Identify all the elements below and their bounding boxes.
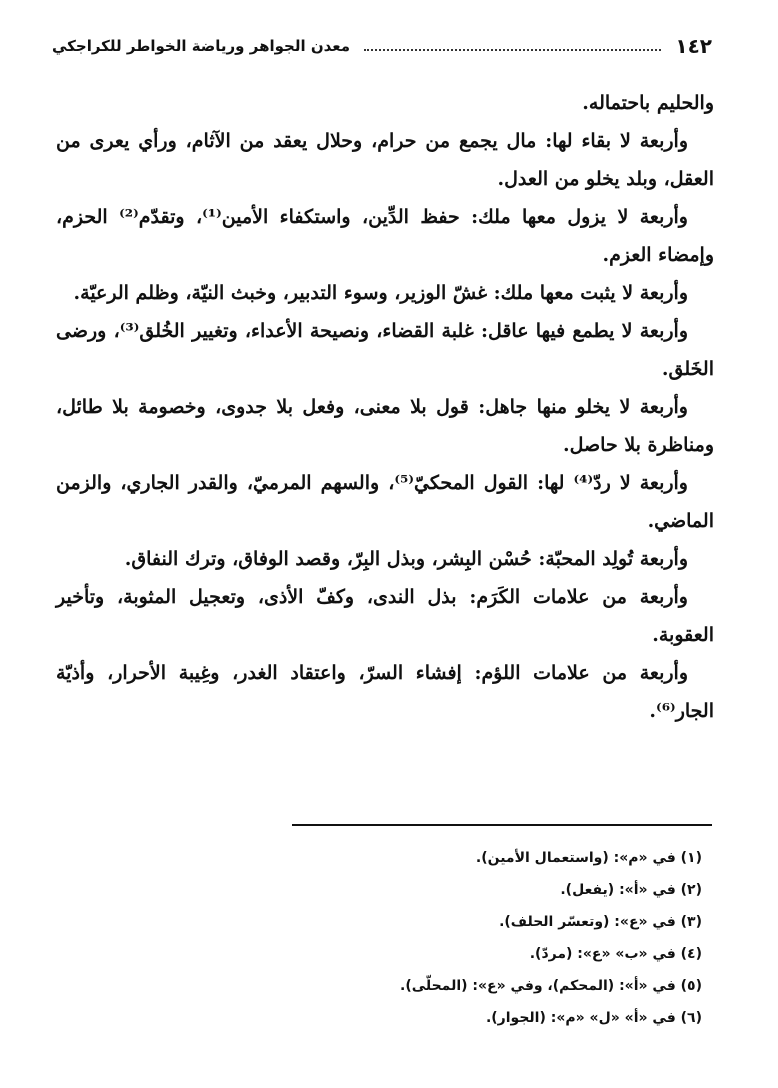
paragraph: وأربعة لا يطمع فيها عاقل: غلبة القضاء، ونصيحة الأعداء، وتغيير الخُلق⁽³⁾، ورضى الخَلق. [56, 320, 714, 380]
paragraph: وأربعة لا يخلو منها جاهل: قول بلا معنى، وفعل بلا جدوى، وخصومة بلا طائل، ومناظرة بلا حاصل. [56, 396, 714, 456]
footnote: (٥) في «أ»: (المحكم)، وفي «ع»: (المحلّى). [400, 978, 702, 994]
footnote: (١) في «م»: (واستعمال الأمين). [475, 850, 702, 866]
paragraph: وأربعة لا يزول معها ملك: حفظ الدِّين، واستكفاء الأمين⁽¹⁾، وتقدّم⁽²⁾ الحزم، وإمضاء العزم. [56, 206, 714, 266]
main-text [56, 84, 714, 730]
paragraph: وأربعة لا ردّ⁽⁴⁾ لها: القول المحكيّ⁽⁵⁾، والسهم المرميّ، والقدر الجاري، والزمن الماضي. [56, 472, 714, 532]
running-title: معدن الجواهر ورياضة الخواطر للكراجكي [52, 37, 351, 55]
footnote: (٢) في «أ»: (يفعل). [560, 882, 702, 898]
paragraph: وأربعة من علامات اللؤم: إفشاء السرّ، واعتقاد الغدر، وغِيبة الأحرار، وأذيّة الجار⁽⁶⁾. [56, 662, 714, 722]
footnote: (٣) في «ع»: (وتعسّر الحلف). [499, 914, 702, 930]
footnotes [60, 842, 712, 1034]
footnote: (٦) في «أ» «ل» «م»: (الجوار). [485, 1010, 702, 1026]
footnote: (٤) في «ب» «ع»: (مردّ). [529, 946, 702, 962]
paragraph: وأربعة لا يثبت معها ملك: غشّ الوزير، وسوء التدبير، وخبث النيّة، وظلم الرعيّة. [73, 282, 688, 304]
paragraph: وأربعة من علامات الكَرَم: بذل الندى، وكفّ الأذى، وتعجيل المثوبة، وتأخير العقوبة. [56, 586, 714, 646]
page-number: ١٤٢ [675, 34, 712, 58]
paragraph: وأربعة تُولِد المحبّة: حُسْن البِشر، وبذل البِرّ، وقصد الوفاق، وترك النفاق. [124, 548, 688, 570]
footnote-divider [292, 824, 712, 826]
page-header [52, 26, 712, 66]
header-leader-dots [364, 49, 661, 51]
paragraph: وأربعة لا بقاء لها: مال يجمع من حرام، وحلال يعقد من الآثام، ورأي يعرى من العقل، وبلد يخلو من العدل. [56, 130, 714, 190]
paragraph: والحليم باحتماله. [582, 92, 714, 114]
